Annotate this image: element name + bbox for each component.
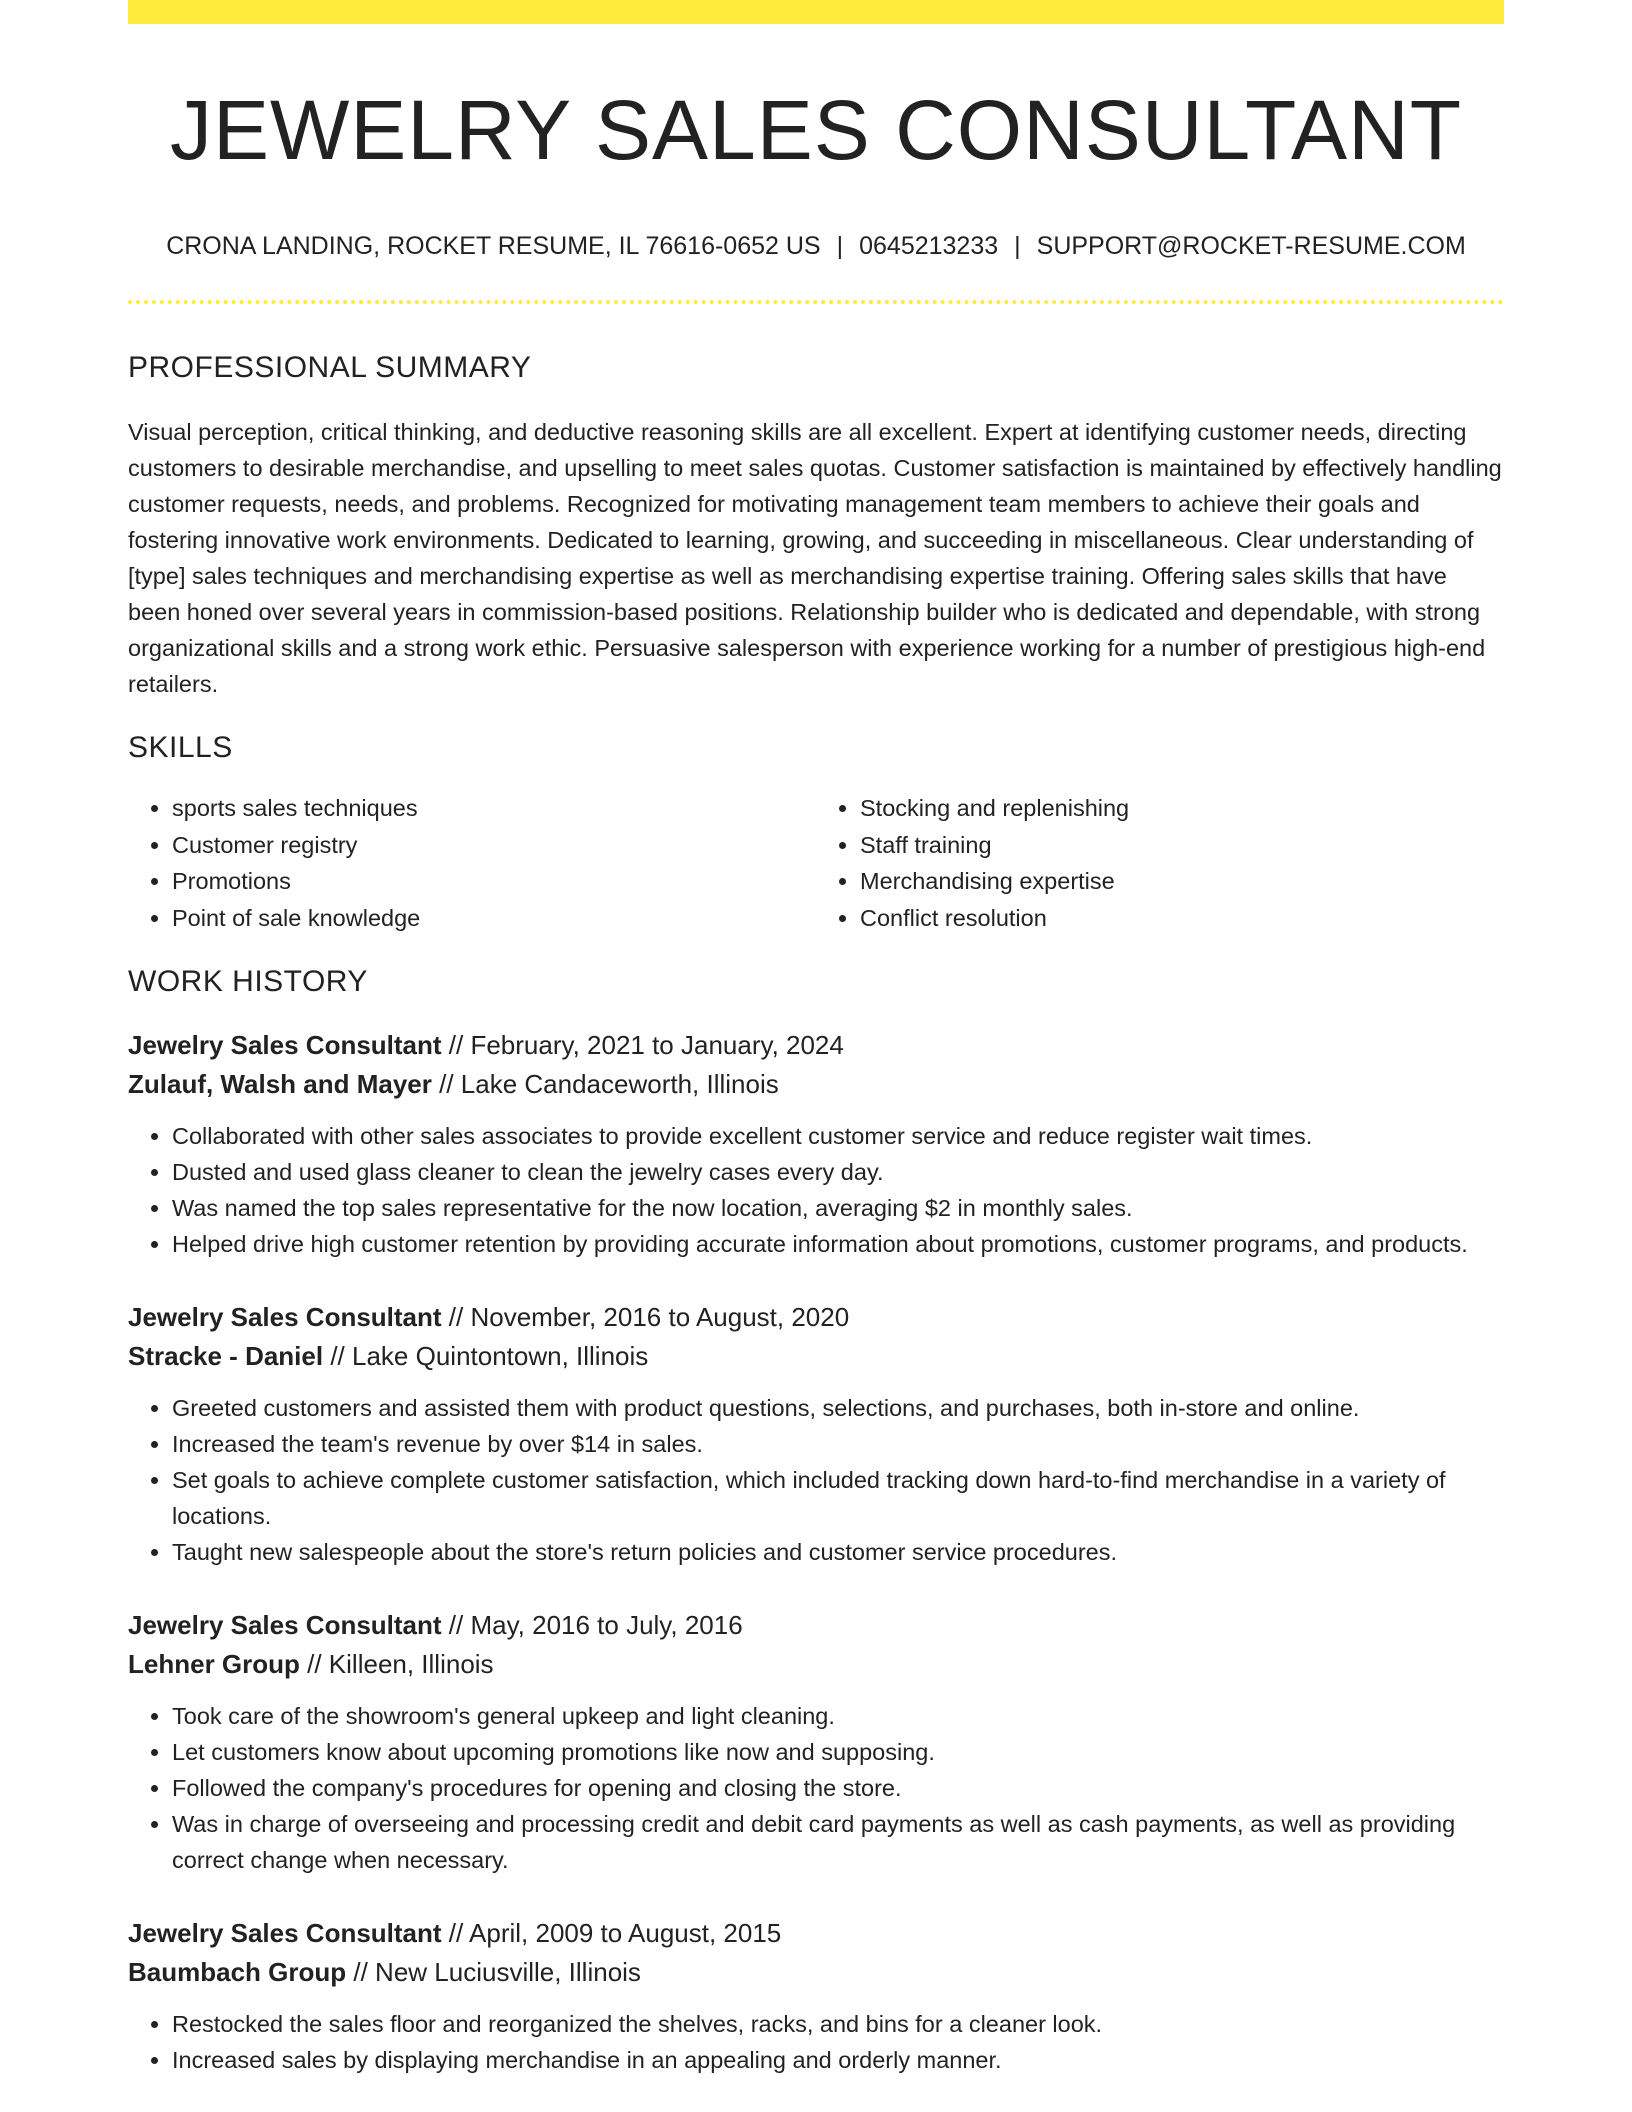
- job-location: // New Luciusville, Illinois: [353, 1957, 641, 1987]
- resume-content: [128, 24, 1504, 2078]
- skill-item: • Stocking and replenishing: [860, 790, 1504, 827]
- job-location: // Killeen, Illinois: [307, 1649, 494, 1679]
- job-company-line: [128, 1953, 1504, 1992]
- job-company-line: [128, 1337, 1504, 1376]
- contact-email: SUPPORT@ROCKET-RESUME.COM: [1036, 232, 1466, 260]
- work-history-heading: WORK HISTORY: [128, 965, 368, 998]
- job-entry: [128, 1026, 1504, 1262]
- job-company: Stracke - Daniel: [128, 1341, 324, 1371]
- job-bullet: • Was named the top sales representative for the now location, averaging $2 in monthly sales.: [172, 1190, 1504, 1226]
- job-company: Lehner Group: [128, 1649, 300, 1679]
- job-bullet: • Set goals to achieve complete customer satisfaction, which included tracking down hard-to-find merchandise in a variety of locations.: [172, 1462, 1504, 1534]
- job-bullet: • Restocked the sales floor and reorganized the shelves, racks, and bins for a cleaner look.: [172, 2006, 1504, 2042]
- job-dates: // May, 2016 to July, 2016: [448, 1610, 743, 1640]
- job-bullet: • Increased the team's revenue by over $14 in sales.: [172, 1426, 1504, 1462]
- skill-item: • Staff training: [860, 827, 1504, 864]
- skill-item: • Point of sale knowledge: [172, 900, 816, 937]
- job-bullet: • Was in charge of overseeing and processing credit and debit card payments as well as cash payments, as well as providing correct change when necessary.: [172, 1806, 1504, 1878]
- job-bullet: • Collaborated with other sales associates to provide excellent customer service and reduce register wait times.: [172, 1118, 1504, 1154]
- job-bullets: [128, 1698, 1504, 1878]
- job-location: // Lake Quintontown, Illinois: [330, 1341, 649, 1371]
- skills-column-right: [816, 790, 1504, 936]
- job-dates: // November, 2016 to August, 2020: [448, 1302, 850, 1332]
- contact-address: CRONA LANDING, ROCKET RESUME, IL 76616-0652 US: [166, 232, 821, 260]
- job-role-line: [128, 1606, 1504, 1645]
- summary-heading: PROFESSIONAL SUMMARY: [128, 351, 532, 384]
- summary-text: Visual perception, critical thinking, and deductive reasoning skills are all excellent. Expert at identifying customer needs, directing customers to desirable merchandise, and upselling to meet sales quotas. Customer satisfaction is maintained by effectively handling customer requests, needs, and problems. Recognized for motivating management team members to achieve their goals and fostering innovative work environments. Dedicated to learning, growing, and succeeding in miscellaneous. Clear understanding of [type] sales techniques and merchandising expertise as well as merchandising expertise training. Offering sales skills that have been honed over several years in commission-based positions. Relationship builder who is dedicated and dependable, with strong organizational skills and a strong work ethic. Persuasive salesperson with experience working for a number of prestigious high-end retailers.: [128, 419, 1502, 697]
- skill-item: • Promotions: [172, 863, 816, 900]
- job-entry: [128, 1606, 1504, 1878]
- job-dates: // February, 2021 to January, 2024: [448, 1030, 844, 1060]
- job-role-line: [128, 1026, 1504, 1065]
- job-bullet: • Taught new salespeople about the store's return policies and customer service procedures.: [172, 1534, 1504, 1570]
- job-entry: [128, 1298, 1504, 1570]
- job-company-line: [128, 1645, 1504, 1684]
- contact-separator: |: [836, 232, 844, 260]
- job-role-line: [128, 1298, 1504, 1337]
- contact-phone: 0645213233: [859, 232, 999, 260]
- job-role: Jewelry Sales Consultant: [128, 1302, 442, 1332]
- accent-top-bar: [128, 0, 1504, 24]
- job-bullet: • Increased sales by displaying merchandise in an appealing and orderly manner.: [172, 2042, 1504, 2078]
- job-role: Jewelry Sales Consultant: [128, 1610, 442, 1640]
- skills-column-left: [128, 790, 816, 936]
- job-bullets: [128, 1390, 1504, 1570]
- skill-item: • Conflict resolution: [860, 900, 1504, 937]
- job-bullet: • Dusted and used glass cleaner to clean the jewelry cases every day.: [172, 1154, 1504, 1190]
- resume-title: JEWELRY SALES CONSULTANT: [169, 83, 1463, 177]
- job-bullets: [128, 1118, 1504, 1262]
- job-bullet: • Helped drive high customer retention by providing accurate information about promotions, customer programs, and products.: [172, 1226, 1504, 1262]
- dotted-divider: [128, 300, 1504, 304]
- skill-item: • Merchandising expertise: [860, 863, 1504, 900]
- job-role: Jewelry Sales Consultant: [128, 1030, 442, 1060]
- job-bullet: • Let customers know about upcoming promotions like now and supposing.: [172, 1734, 1504, 1770]
- job-dates: // April, 2009 to August, 2015: [448, 1918, 782, 1948]
- job-bullets: [128, 2006, 1504, 2078]
- job-company: Zulauf, Walsh and Mayer: [128, 1069, 432, 1099]
- job-bullet: • Greeted customers and assisted them with product questions, selections, and purchases, both in-store and online.: [172, 1390, 1504, 1426]
- skills-list: [128, 790, 1504, 936]
- job-role-line: [128, 1914, 1504, 1953]
- skills-heading: SKILLS: [128, 731, 233, 764]
- job-bullet: • Followed the company's procedures for opening and closing the store.: [172, 1770, 1504, 1806]
- contact-separator: |: [1014, 232, 1021, 260]
- job-company: Baumbach Group: [128, 1957, 347, 1987]
- job-bullet: • Took care of the showroom's general upkeep and light cleaning.: [172, 1698, 1504, 1734]
- job-entry: [128, 1914, 1504, 2078]
- contact-line: [128, 230, 1504, 262]
- skill-item: • Customer registry: [172, 827, 816, 864]
- job-role: Jewelry Sales Consultant: [128, 1918, 442, 1948]
- skill-item: • sports sales techniques: [172, 790, 816, 827]
- job-company-line: [128, 1065, 1504, 1104]
- job-location: // Lake Candaceworth, Illinois: [439, 1069, 779, 1099]
